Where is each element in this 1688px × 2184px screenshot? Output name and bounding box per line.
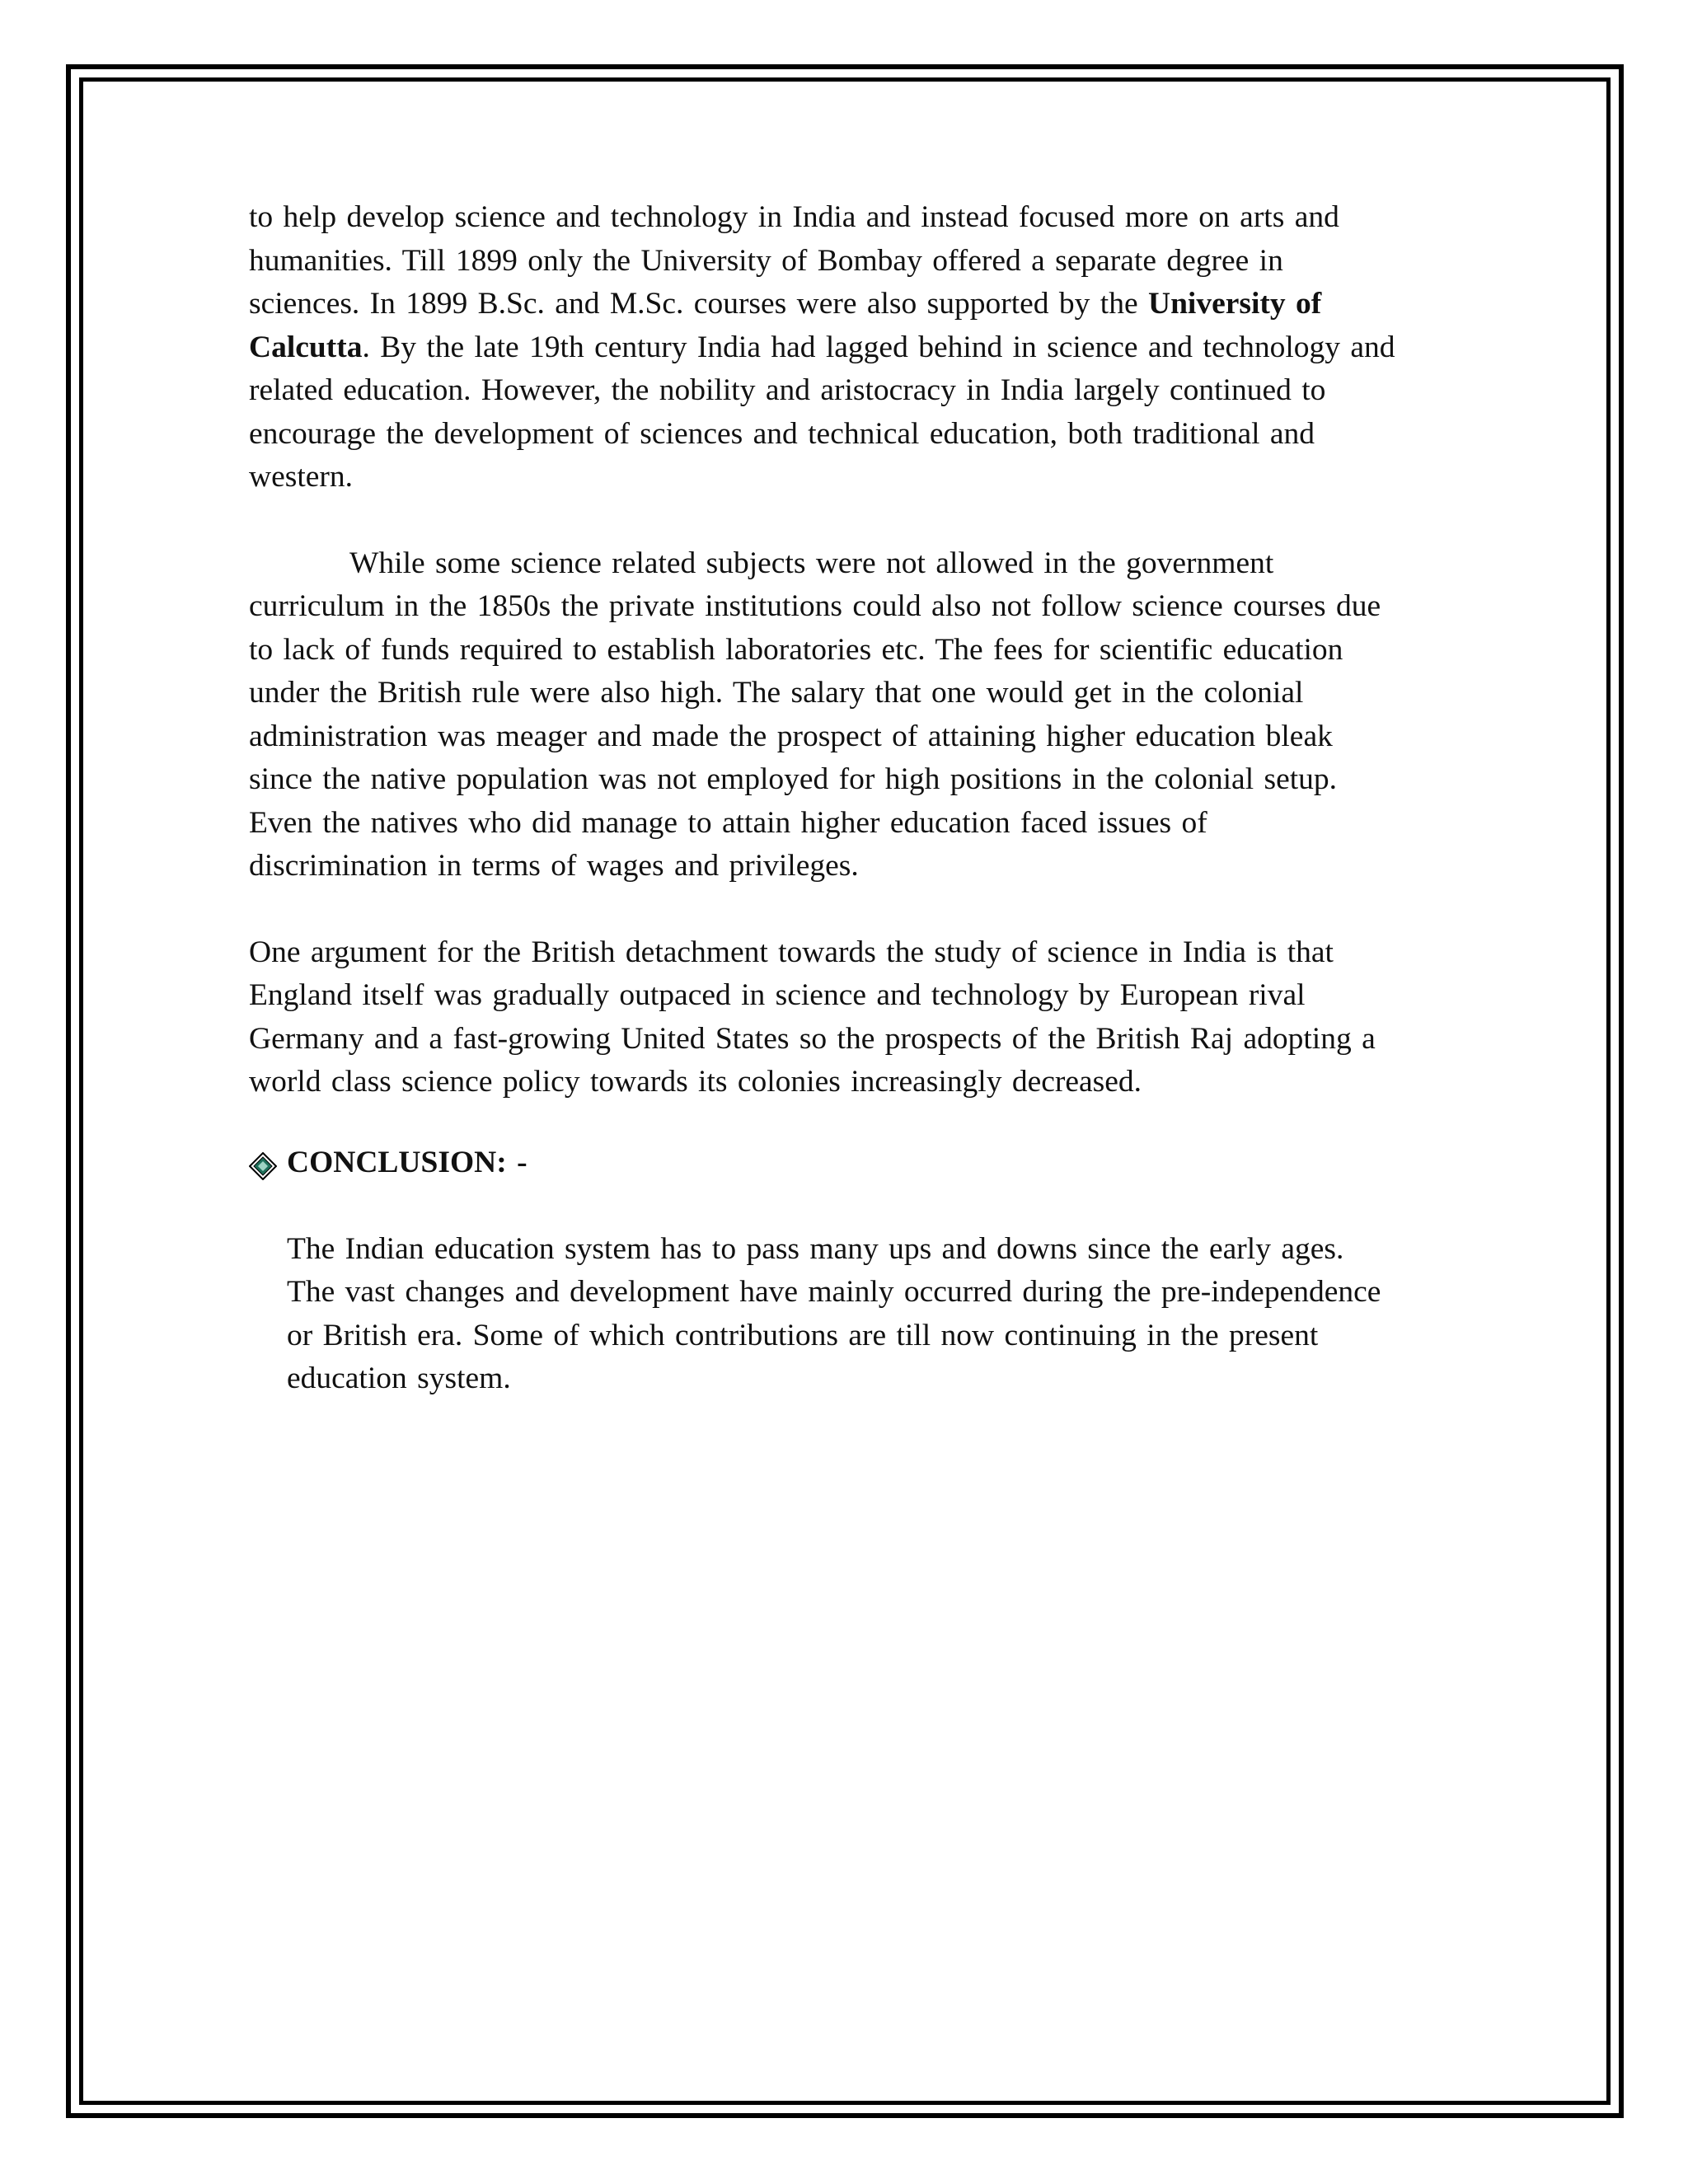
p2-line-8: discrimination in terms of wages and privileges.	[249, 849, 859, 883]
paragraph-2	[249, 542, 1452, 888]
p2-line-5: administration was meager and made the prospect of attaining higher education bleak	[249, 719, 1333, 753]
c-line-2: The vast changes and development have mainly occurred during the pre-independence	[287, 1275, 1381, 1309]
p1-line-4-rest: . By the late 19th century India had lagged behind in science and technology and	[362, 330, 1395, 364]
p2-line-6: since the native population was not employed for high positions in the colonial setup.	[249, 762, 1338, 796]
c-line-3: or British era. Some of which contributions are till now continuing in the present	[287, 1318, 1319, 1352]
conclusion-paragraph	[249, 1228, 1452, 1401]
p3-line-2: England itself was gradually outpaced in science and technology by European rival	[249, 978, 1306, 1012]
p1-line-5: related education. However, the nobility and aristocracy in India largely continued to	[249, 373, 1326, 407]
p2-line-2: curriculum in the 1850s the private institutions could also not follow science courses due	[249, 589, 1381, 623]
c-line-4: education system.	[287, 1361, 511, 1395]
c-line-1: The Indian education system has to pass many ups and downs since the early ages.	[287, 1231, 1344, 1266]
conclusion-heading-text: CONCLUSION: -	[287, 1146, 528, 1180]
university-of-text: University of	[1147, 287, 1322, 321]
p2-line-3: to lack of funds required to establish laboratories etc. The fees for scientific education	[249, 632, 1343, 667]
p2-line-1: While some science related subjects were not allowed in the government	[349, 546, 1274, 580]
p1-line-6: encourage the development of sciences and technical education, both traditional and	[249, 416, 1315, 451]
p1-line-3: sciences. In 1899 B.Sc. and M.Sc. courses were also supported by the	[249, 287, 1148, 321]
calcutta-text: Calcutta	[249, 330, 363, 364]
p1-line-1: to help develop science and technology in India and instead focused more on arts and	[249, 200, 1339, 234]
paragraph-1	[249, 196, 1452, 499]
p3-line-4: world class science policy towards its colonies increasingly decreased.	[249, 1065, 1142, 1099]
p1-line-2: humanities. Till 1899 only the University of Bombay offered a separate degree in	[249, 243, 1283, 278]
p1-line-7: western.	[249, 460, 353, 494]
p2-line-7: Even the natives who did manage to attain higher education faced issues of	[249, 805, 1207, 840]
conclusion-heading	[249, 1142, 1452, 1185]
paragraph-3	[249, 931, 1452, 1104]
p3-line-3: Germany and a fast-growing United States so the prospects of the British Raj adopting a	[249, 1021, 1376, 1056]
p3-line-1: One argument for the British detachment towards the study of science in India is that	[249, 935, 1334, 969]
p2-line-4: under the British rule were also high. The salary that one would get in the colonial	[249, 676, 1304, 710]
diamond-bullet-icon	[249, 1150, 277, 1178]
document-body	[249, 196, 1452, 1401]
